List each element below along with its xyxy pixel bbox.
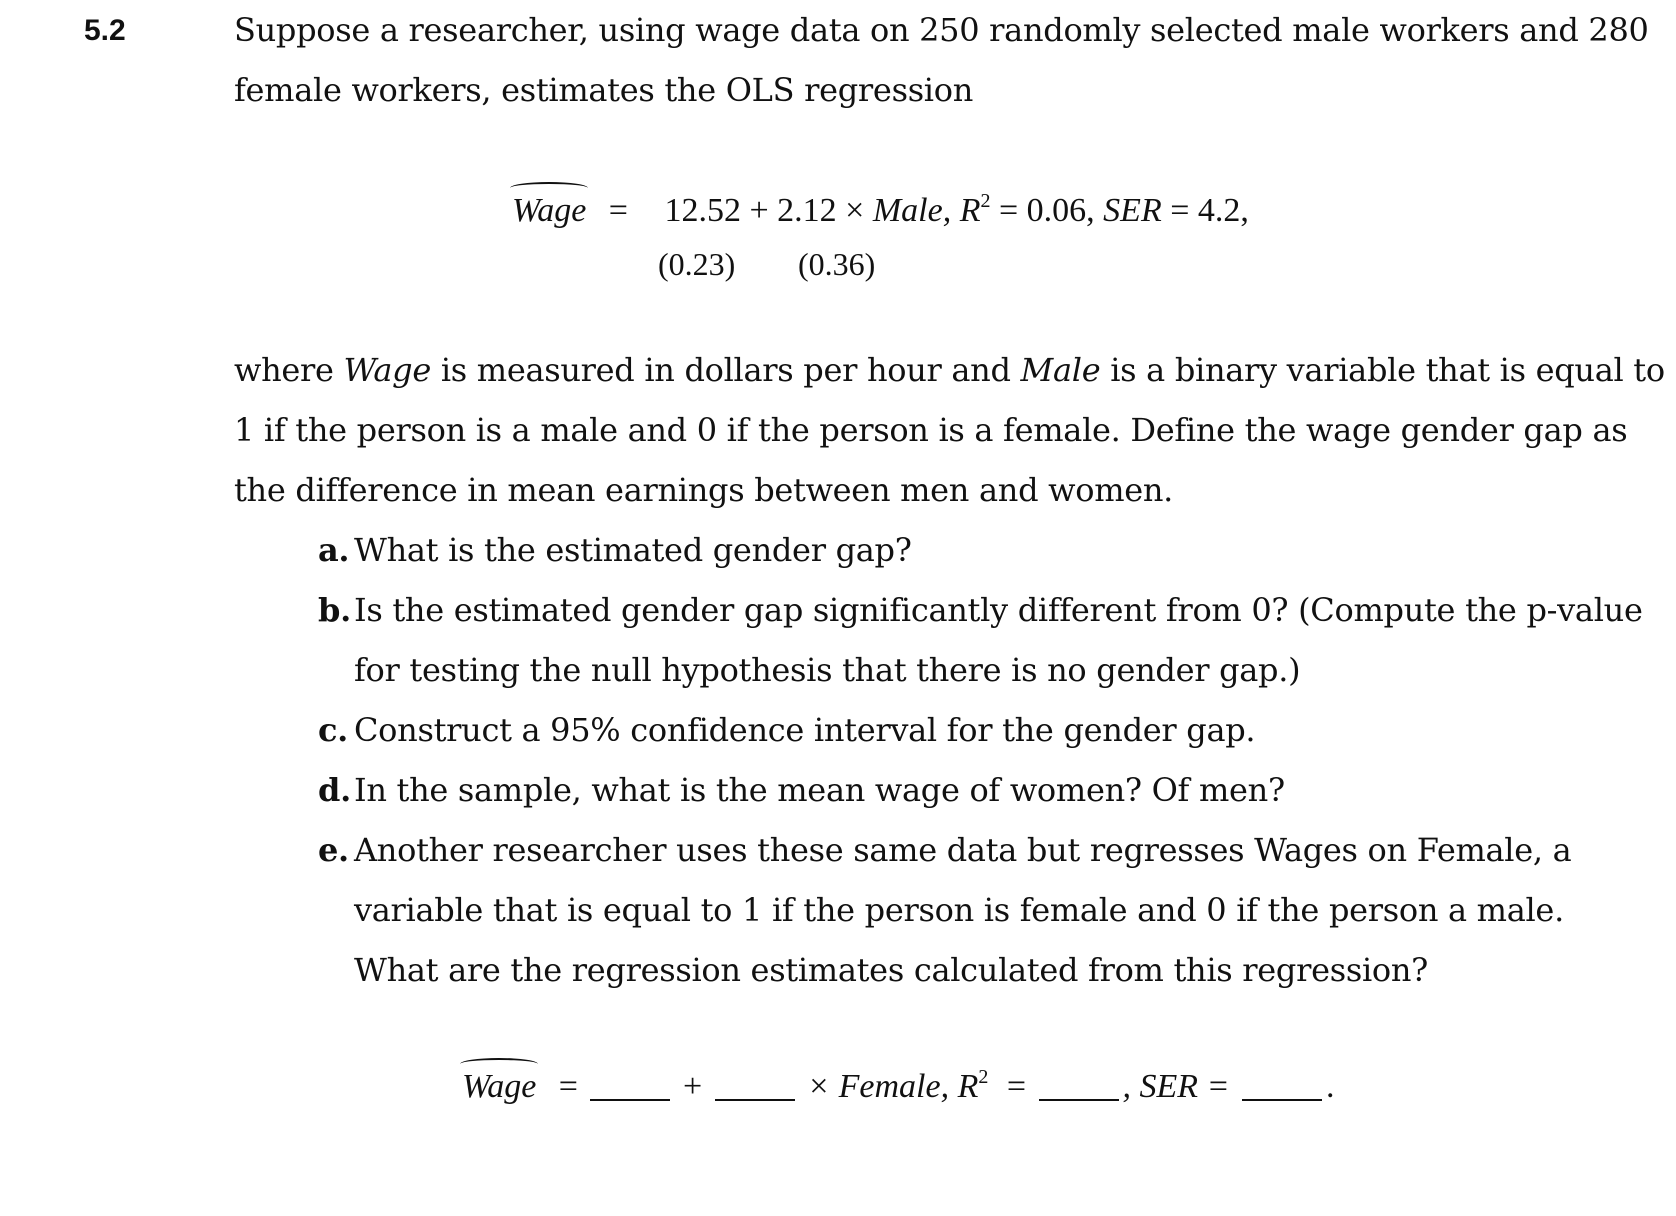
problem-number: 5.2 <box>84 14 126 47</box>
description-line-2: 1 if the person is a male and 0 if the person is a female. Define the wage gender gap as <box>234 411 1628 449</box>
equals-sign: = <box>608 192 628 229</box>
wage-hat-lhs-2: Wage <box>462 1068 537 1105</box>
question-c: c. Construct a 95% confidence interval for the gender gap. <box>318 711 1256 749</box>
se-intercept: (0.23) <box>658 246 736 282</box>
problem-intro <box>234 0 1649 120</box>
question-list <box>318 520 1643 1000</box>
blank-r2 <box>1039 1075 1119 1101</box>
intro-line-2: female workers, estimates the OLS regression <box>234 71 974 109</box>
description-line-3: the difference in mean earnings between men and women. <box>234 471 1174 509</box>
rhs-r2-label: , R <box>942 192 981 229</box>
blank-intercept <box>590 1075 670 1101</box>
equals-sign-3: = <box>1006 1068 1027 1105</box>
blank-regression-equation <box>462 1068 1335 1106</box>
rhs-ser-label: SER <box>1103 192 1162 229</box>
regression-equation <box>512 192 1249 230</box>
rhs-ser-value: = 4.2, <box>1161 192 1249 229</box>
rhs-r2-exp: 2 <box>980 190 991 212</box>
rhs-var-male: Male <box>872 192 943 229</box>
rhs-r2-value: = 0.06, <box>990 192 1104 229</box>
description <box>234 340 1665 520</box>
blank-slope <box>715 1075 795 1101</box>
period: . <box>1326 1068 1335 1105</box>
question-d: d. In the sample, what is the mean wage of women? Of men? <box>318 771 1285 809</box>
r2-exp-2: 2 <box>978 1066 989 1088</box>
question-b: b. Is the estimated gender gap significantly different from 0? (Compute the p-value for testing the null hypothesis that there is no gender gap.) <box>318 591 1643 689</box>
question-e: e. Another researcher uses these same data but regresses Wages on Female, a variable that is equal to 1 if the person is female and 0 if the person a male. What are the regression estimates calculated from this regression? <box>318 831 1572 989</box>
blank-ser <box>1242 1075 1322 1101</box>
se-slope: (0.36) <box>798 246 876 282</box>
female-term: × Female, R <box>807 1068 979 1105</box>
question-a: a. What is the estimated gender gap? <box>318 531 912 569</box>
wage-hat-lhs: Wage <box>512 192 587 229</box>
plus-sign: + <box>682 1068 703 1105</box>
description-line-1: where Wage is measured in dollars per hour and Male is a binary variable that is equal to <box>234 351 1665 389</box>
intro-line-1: Suppose a researcher, using wage data on 250 randomly selected male workers and 280 <box>234 11 1649 49</box>
ser-label-2: , SER = <box>1122 1068 1230 1105</box>
rhs-prefix: 12.52 + 2.12 × <box>664 192 873 229</box>
equals-sign-2: = <box>558 1068 578 1105</box>
